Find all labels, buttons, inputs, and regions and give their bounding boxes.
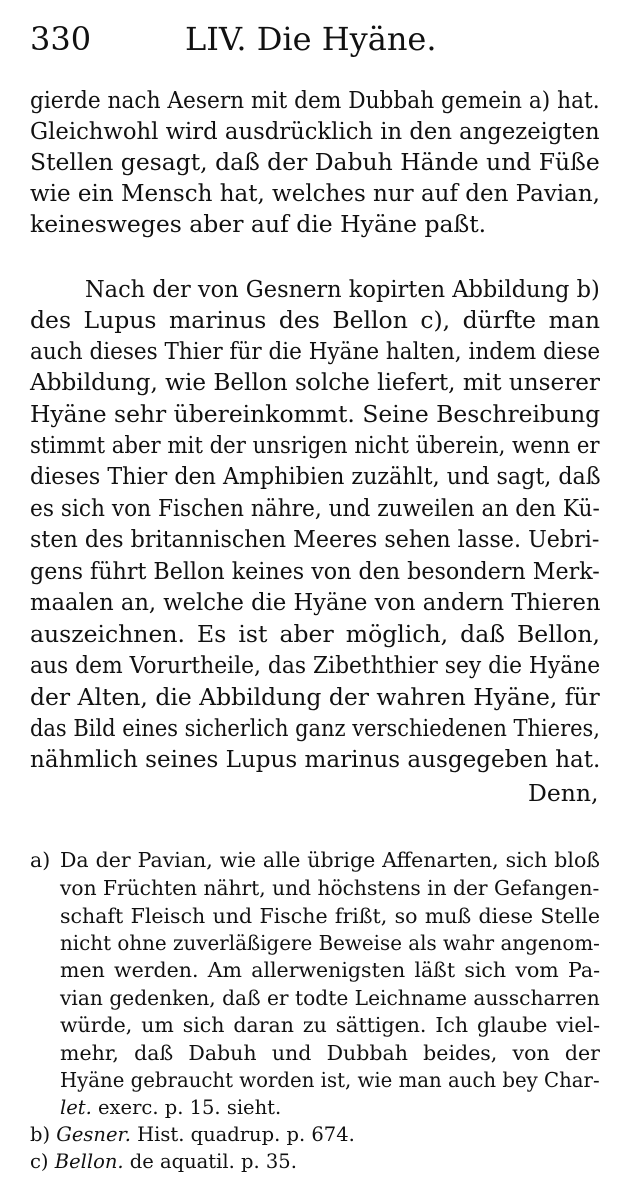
body-line: keinesweges aber auf die Hyäne paßt. <box>30 210 487 238</box>
body-line: gierde nach Aesern mit dem Dubbah gemein a) hat. <box>30 86 600 114</box>
body-line: nähmlich seines Lupus marinus ausgegeben hat. <box>30 745 601 773</box>
body-line: Nach der von Gesnern kopirten Abbildung b) <box>85 275 600 303</box>
footnote-line: von Früchten nährt, und höchstens in der Gefangen- <box>60 876 600 900</box>
body-line: wie ein Mensch hat, welches nur auf den Pavian, <box>30 179 600 207</box>
footnote-a-italic: let. <box>60 1096 92 1119</box>
body-line: Hyäne sehr übereinkommt. Seine Beschreibung <box>30 400 601 428</box>
body-line: Abbildung, wie Bellon solche liefert, mit unserer <box>30 368 600 396</box>
body-line: das Bild eines sicherlich ganz verschiedenen Thieres, <box>30 714 600 742</box>
body-line: Stellen gesagt, daß der Dabuh Hände und Füße <box>30 148 600 176</box>
footnote-c-author: Bellon. <box>54 1150 124 1173</box>
footnote-line: Da der Pavian, wie alle übrige Affenarten, sich bloß <box>60 848 600 872</box>
footnote-b-mark: b) <box>30 1123 51 1146</box>
footnote-line: vian gedenken, daß er todte Leichname ausscharren <box>60 986 600 1010</box>
body-line: der Alten, die Abbildung der wahren Hyäne, für <box>30 683 600 711</box>
footnote-line: würde, um sich daran zu sättigen. Ich glaube viel- <box>60 1013 600 1037</box>
body-line: dieses Thier den Amphibien zuzählt, und sagt, daß <box>30 462 601 490</box>
body-line: es sich von Fischen nähre, und zuweilen an den Kü- <box>30 494 600 522</box>
body-line: aus dem Vorurtheile, das Zibeththier sey die Hyäne <box>30 651 601 679</box>
footnote-c <box>30 1150 297 1173</box>
body-line: Gleichwohl wird ausdrücklich in den angezeigten <box>30 117 600 145</box>
footnote-b-author: Gesner. <box>56 1123 131 1146</box>
body-line: stimmt aber mit der unsrigen nicht überein, wenn er <box>30 431 600 459</box>
footnote-line: schaft Fleisch und Fische frißt, so muß diese Stelle <box>60 904 600 928</box>
footnote-line: Hyäne gebraucht worden ist, wie man auch bey Char- <box>60 1068 600 1092</box>
footnote-b <box>30 1123 355 1146</box>
body-line: des Lupus marinus des Bellon c), dürfte man <box>30 306 600 334</box>
footnote-c-rest: de aquatil. p. 35. <box>123 1150 297 1173</box>
body-line: sten des britannischen Meeres sehen lasse. Uebri- <box>30 525 600 553</box>
footnote-line: nicht ohne zuverläßigere Beweise als wahr angenom- <box>60 931 600 955</box>
body-line: maalen an, welche die Hyäne von andern Thieren <box>30 588 601 616</box>
footnote-line: men werden. Am allerwenigsten läßt sich vom Pa- <box>60 958 600 982</box>
body-line: gens führt Bellon keines von den besondern Merk- <box>30 557 600 585</box>
page-number: 330 <box>30 20 92 58</box>
footnote-line <box>60 1096 281 1119</box>
body-line: auch dieses Thier für die Hyäne halten, indem diese <box>30 337 601 365</box>
body-line: auszeichnen. Es ist aber möglich, daß Bellon, <box>30 620 600 648</box>
footnote-line: mehr, daß Dabuh und Dubbah beides, von der <box>60 1041 600 1065</box>
footnote-c-mark: c) <box>30 1150 49 1173</box>
footnote-a-mark: a) <box>30 848 51 872</box>
footnote-b-rest: Hist. quadrup. p. 674. <box>130 1123 355 1146</box>
running-title: LIV. Die Hyäne. <box>185 20 437 58</box>
footnote-a-rest: exerc. p. 15. sieht. <box>91 1096 282 1119</box>
catchword: Denn, <box>528 779 599 807</box>
